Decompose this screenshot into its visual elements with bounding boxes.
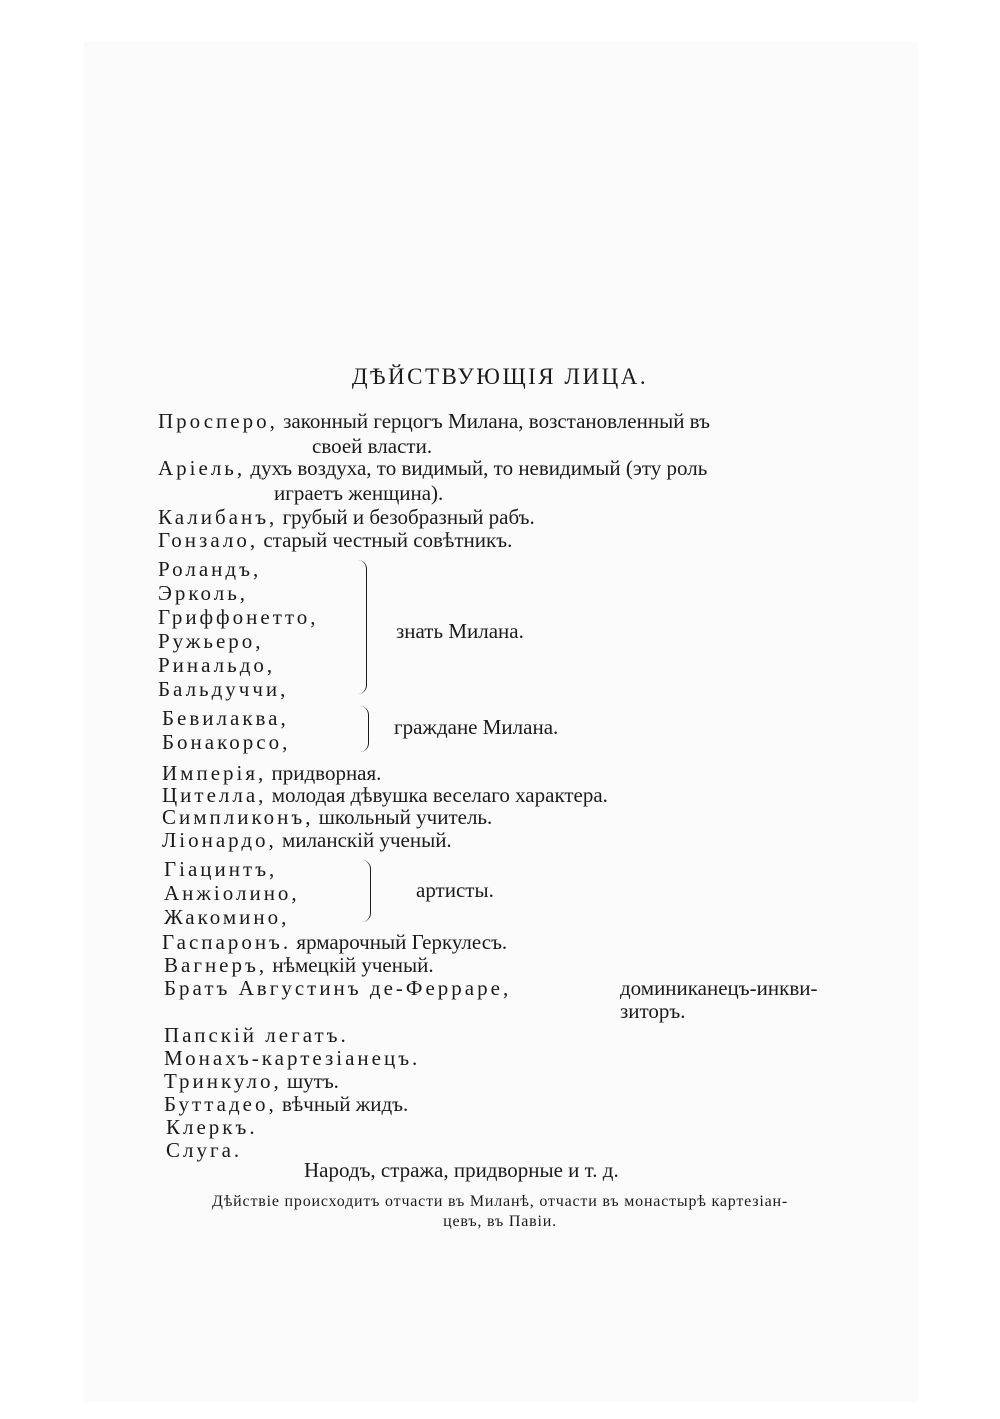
character-name: Гаспаронъ. xyxy=(162,930,292,954)
character-desc: придворная. xyxy=(271,761,382,785)
character-desc: старый честный совѣтникъ. xyxy=(263,528,513,552)
page-title: ДѢЙСТВУЮЩІЯ ЛИЦА. xyxy=(351,364,649,389)
character-name: Аріель, xyxy=(158,456,246,480)
noble-name: Бальдуччи, xyxy=(158,677,289,701)
character-desc: миланскій ученый. xyxy=(282,828,452,852)
character-desc-continued: своей власти. xyxy=(312,434,433,458)
character-desc: шутъ. xyxy=(286,1069,339,1093)
character-name: Вагнеръ, xyxy=(164,953,268,977)
artist-name: Жакомино, xyxy=(164,905,290,929)
character-name: Симпликонъ, xyxy=(162,805,314,829)
group-label: знать Милана. xyxy=(396,619,524,643)
character-name: Братъ Августинъ де-Феррарe, xyxy=(164,976,512,1000)
setting-line-continued: цевъ, въ Павіи. xyxy=(443,1213,557,1230)
entry-prospero xyxy=(158,409,710,433)
character-desc: духъ воздуха, то видимый, то невидимый (эту роль xyxy=(250,456,708,480)
citizen-name: Бевилаква, xyxy=(162,706,289,730)
group-label: артисты. xyxy=(416,878,494,902)
entry-citella xyxy=(162,783,608,807)
character-name: Имперія, xyxy=(162,761,267,785)
character-name: Клеркъ. xyxy=(166,1115,258,1139)
character-desc: школьный учитель. xyxy=(318,805,493,829)
entry-caliban xyxy=(158,505,535,529)
character-name: Лiонардо, xyxy=(162,828,277,852)
entry-buttadeo xyxy=(164,1092,408,1116)
noble-name: Ринальдо, xyxy=(158,653,276,677)
people-line: Народъ, стража, придворные и т. д. xyxy=(304,1158,619,1182)
character-desc: вѣчный жидъ. xyxy=(281,1092,409,1116)
group-brace xyxy=(360,706,369,752)
character-name: Папскій легатъ. xyxy=(164,1023,349,1047)
entry-leonardo xyxy=(162,828,452,852)
character-desc: ярмарочный Геркулесъ. xyxy=(296,930,508,954)
artist-name: Анжіолино, xyxy=(164,881,300,905)
noble-name: Роландъ, xyxy=(158,557,262,581)
entry-simplikon xyxy=(162,805,492,829)
character-name: Цителла, xyxy=(162,783,267,807)
character-name: Тринкуло, xyxy=(164,1069,282,1093)
character-desc-continued: играетъ женщина). xyxy=(274,481,444,505)
citizen-name: Бонакорсо, xyxy=(162,730,291,754)
entry-ariel xyxy=(158,456,707,480)
character-desc-continued: зиторъ. xyxy=(620,999,686,1023)
entry-gonzalo xyxy=(158,528,512,552)
artist-name: Гіацинтъ, xyxy=(164,857,278,881)
character-name: Калибанъ, xyxy=(158,505,278,529)
setting-line: Дѣйствіе происходитъ отчасти въ Миланѣ, отчасти въ монастырѣ картезіан- xyxy=(211,1193,789,1210)
character-desc: законный герцогъ Милана, возстановленный въ xyxy=(283,409,710,433)
group-label: граждане Милана. xyxy=(394,715,559,739)
character-desc: доминиканецъ-инкви- xyxy=(620,976,818,1000)
character-name: Просперо, xyxy=(158,409,278,433)
noble-name: Эрколь, xyxy=(158,581,249,605)
entry-gasparon xyxy=(162,930,507,954)
group-brace xyxy=(358,560,367,694)
character-name: Слуга. xyxy=(166,1138,243,1162)
entry-trinculo xyxy=(164,1069,339,1093)
character-desc: грубый и безобразный рабъ. xyxy=(282,505,535,529)
character-desc: молодая дѣвушка веселаго характера. xyxy=(271,783,608,807)
noble-name: Гриффонетто, xyxy=(158,605,319,629)
entry-imperia xyxy=(162,761,381,785)
character-name: Монахъ-картезіанецъ. xyxy=(164,1046,421,1070)
character-desc: нѣмецкій ученый. xyxy=(272,953,434,977)
noble-name: Ружьеро, xyxy=(158,629,264,653)
group-brace xyxy=(362,860,371,922)
entry-wagner xyxy=(164,953,434,977)
character-name: Гонзало, xyxy=(158,528,259,552)
character-name: Буттадео, xyxy=(164,1092,277,1116)
